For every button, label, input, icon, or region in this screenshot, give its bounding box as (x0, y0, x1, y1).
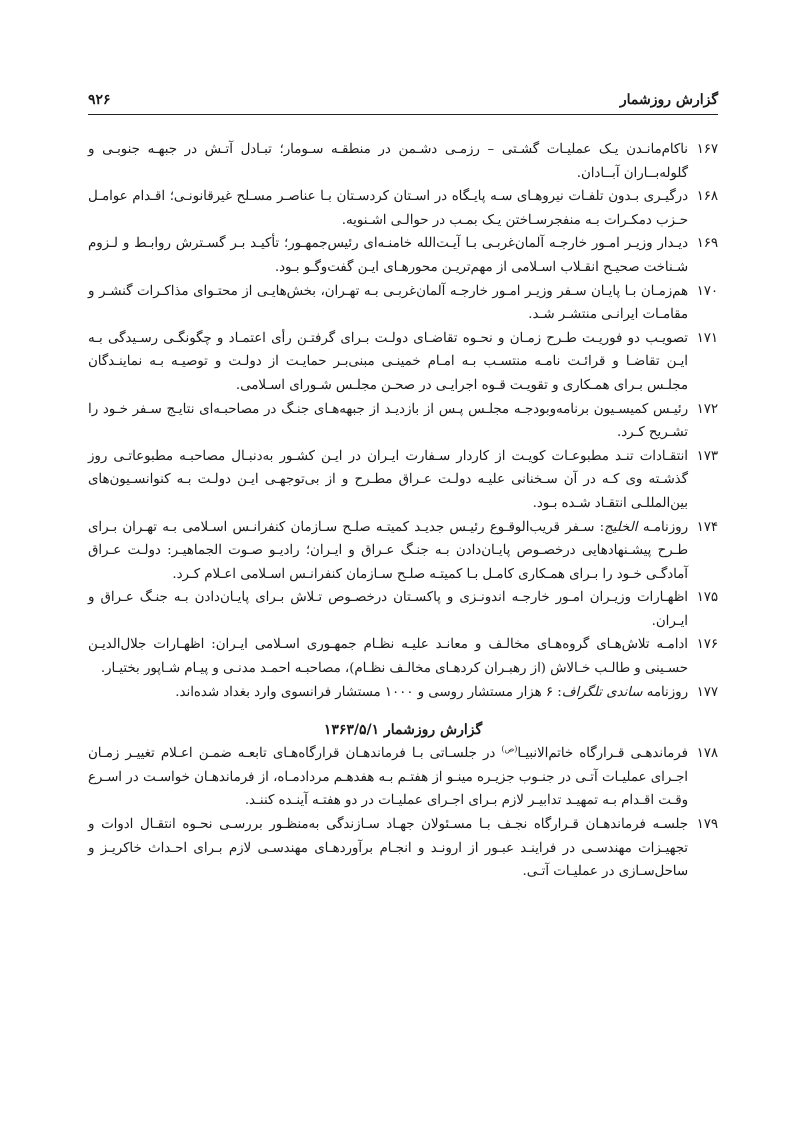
entry-text (88, 516, 688, 587)
entry-number: ۱۶۸ (696, 189, 718, 205)
entry-item (88, 280, 718, 327)
entry-text (88, 232, 688, 279)
entry-superscript: (ص) (501, 744, 518, 754)
entry-number: ۱۷۹ (696, 817, 718, 833)
page-number: ۹۲۶ (88, 92, 111, 108)
entry-number: ۱۷۰ (696, 283, 718, 299)
entry-text (88, 445, 688, 516)
entry-text (88, 280, 688, 327)
entry-body: انتقـادات تنـد مطبوعـات کویـت از کاردار سـفارت ایـران در ایـن کشـور به‌دنبـال مصاحبـه مطبوعاتـی روز گذشـته وی کـه در آن سـخنانی علیـه دولـت عـراق مطـرح و از بی‌توجهـی ایـن دولـت بـه کنوانسـیون‌های بین‌المللـی انتقـاد شـده بـود. (88, 448, 688, 511)
document-page (88, 92, 718, 884)
entry-number: ۱۷۴ (696, 519, 718, 535)
entry-text-prefix: روزنامـه (637, 519, 688, 535)
entry-body: اظهـارات وزیـران امـور خارجـه اندونـزی و پاکسـتان درخصـوص تـلاش بـرای پایـان‌دادن بـه جنـگ عـراق و ایـران. (88, 590, 688, 629)
entry-body: هم‌زمـان بـا پایـان سـفر وزیـر امـور خارجـه آلمان‌غربـی بـه تهـران، بخش‌هایـی از محتـوای مذاکـرات گنشـر و مقامـات ایرانـی منتشـر شـد. (88, 283, 688, 323)
entry-item (88, 232, 718, 279)
entry-body: ناکام‌مانـدن یـک عملیـات گشـتی – رزمـی دشـمن در منطقـه سـومار؛ تبـادل آتـش در جبهـه جنوبـی و گلوله‌بــاران آبــادان. (88, 142, 688, 181)
section-heading: گزارش روزشمار ۱۳۶۳/۵/۱ (323, 722, 483, 739)
entry-body: تصویـب دو فوریـت طـرح زمـان و نحـوه تقاضـای دولـت بـرای گرفتـن رأی اعتمـاد و چگونگـی رسـیدگی بـه ایـن تقاضـا و قرائـت نامـه منتسـب بـه امـام خمینـی مبنی‌بـر حمایـت از دولـت و توصیـه بـه نماینـدگان مجلـس بـرای همـکاری و تقویـت قـوه اجرایـی در صحـن مجلـس شـورای اسـلامی. (88, 330, 688, 393)
entry-body: رئیـس کمیسـیون برنامه‌وبودجـه مجلـس پـس از بازدیـد از جبهه‌هـای جنـگ در مصاحبـه‌ای نتایـج سـفر خـود را تشـریح کـرد. (88, 401, 688, 441)
entry-list (88, 138, 718, 704)
entry-text (88, 138, 688, 185)
entry-body: : ۶ هزار مستشار روسی و ۱۰۰۰ مستشار فرانسوی وارد بغداد شده‌اند. (175, 684, 562, 700)
entry-body: : سـفر قریب‌الوقـوع رئیـس جدیـد کمیتـه صلـح سـازمان کنفرانـس اسـلامی بـه تهـران بـرای طـرح پیشـنهادهایی درخصـوص پایـان‌دادن بـه جنـگ عـراق و ایـران؛ رادیـو صـوت الجماهیـر: دولـت عـراق آمادگـی خـود را بـرای همـکاری کامـل بـا کمیتـه صلـح سـازمان کنفرانـس اسـلامی اعـلام کـرد. (88, 519, 688, 582)
entry-item (88, 398, 718, 445)
entry-publication-name: الخلیج (604, 519, 638, 535)
page-header (88, 92, 718, 115)
entry-body: در جلسـاتی بـا فرماندهـان قرارگاه‌هـای تابعـه ضمـن اعـلام تغییـر زمـان اجـرای عملیـات آتـی در جنـوب جزیـره مینـو از هفتـم بـه هفدهـم مردادمـاه، از فرماندهـان خواسـت در اسـرع وقـت اقـدام بـه تمهیـد تدابیـر لازم بـرای اجـرای عملیـات در دو هفتـه آینـده کننـد. (88, 746, 688, 809)
entry-item (88, 586, 718, 633)
entry-item (88, 633, 718, 680)
entry-text (88, 742, 688, 813)
entry-text (88, 398, 688, 445)
page-title: گزارش روزشمار (619, 92, 718, 108)
entry-number: ۱۶۷ (696, 142, 718, 157)
entry-item (88, 138, 718, 185)
entry-number: ۱۷۸ (696, 746, 718, 762)
entry-number: ۱۷۲ (696, 401, 718, 417)
entry-item (88, 681, 718, 705)
entry-body: جلسـه فرماندهـان قـرارگاه نجـف بـا مسـئولان جهـاد سـازندگی به‌منظـور بررسـی نحـوه انتقـال ادوات و تجهیـزات مهندسـی در فراینـد عبـور از ارونـد و انجـام برآوردهـای مهندسـی لازم بـرای احـداث خاکریـز و ساحل‌سـازی در عملیـات آتـی. (88, 817, 688, 880)
entry-text-prefix: روزنامه (642, 684, 688, 700)
entry-text (88, 586, 688, 633)
entry-item (88, 742, 718, 813)
entry-item (88, 327, 718, 398)
entry-number: ۱۷۱ (696, 330, 718, 346)
entry-text-prefix: فرماندهـی قـرارگاه خاتم‌الانبیـا (517, 746, 688, 762)
entry-text (88, 327, 688, 398)
entry-text (88, 813, 688, 884)
entry-item (88, 813, 718, 884)
entry-item (88, 445, 718, 516)
entry-publication-name: ساندی تلگراف (561, 684, 643, 700)
entry-text (88, 633, 688, 680)
entry-number: ۱۷۷ (696, 684, 718, 700)
entry-text (88, 185, 688, 232)
entry-number: ۱۷۵ (696, 590, 718, 606)
entry-body: درگیـری بـدون تلفـات نیروهـای سـه پایـگاه در اسـتان کردسـتان بـا عناصـر مسـلح غیرقانونـی؛ اقـدام عوامـل حـزب دمکـرات بـه منفجرسـاختن یـک بمـب در حوالـی اشـنویه. (88, 189, 688, 228)
entry-item (88, 516, 718, 587)
entry-list-2 (88, 742, 718, 884)
entry-text (88, 681, 688, 705)
entry-number: ۱۶۹ (696, 236, 718, 252)
entry-body: ادامـه تلاش‌هـای گروه‌هـای مخالـف و معانـد علیـه نظـام جمهـوری اسـلامی ایـران: اظهـارات جلال‌الدیـن حسـینی و طالـب خـالاش (از رهبـران کردهـای مخالـف نظـام)، مصاحبـه احمـد مدنـی و پیـام شـاپور بختیـار. (88, 637, 688, 677)
entry-item (88, 185, 718, 232)
entry-number: ۱۷۳ (696, 448, 718, 464)
entry-number: ۱۷۶ (696, 637, 718, 653)
entry-body: دیـدار وزیـر امـور خارجـه آلمان‌غربـی بـا آیـت‌الله خامنـه‌ای رئیس‌جمهـور؛ تأکیـد بـر گسـترش روابـط و لـزوم شـناخت صحیـح انقـلاب اسـلامی از مهم‌تریـن محورهـای ایـن گفت‌وگـو بـود. (88, 236, 688, 275)
